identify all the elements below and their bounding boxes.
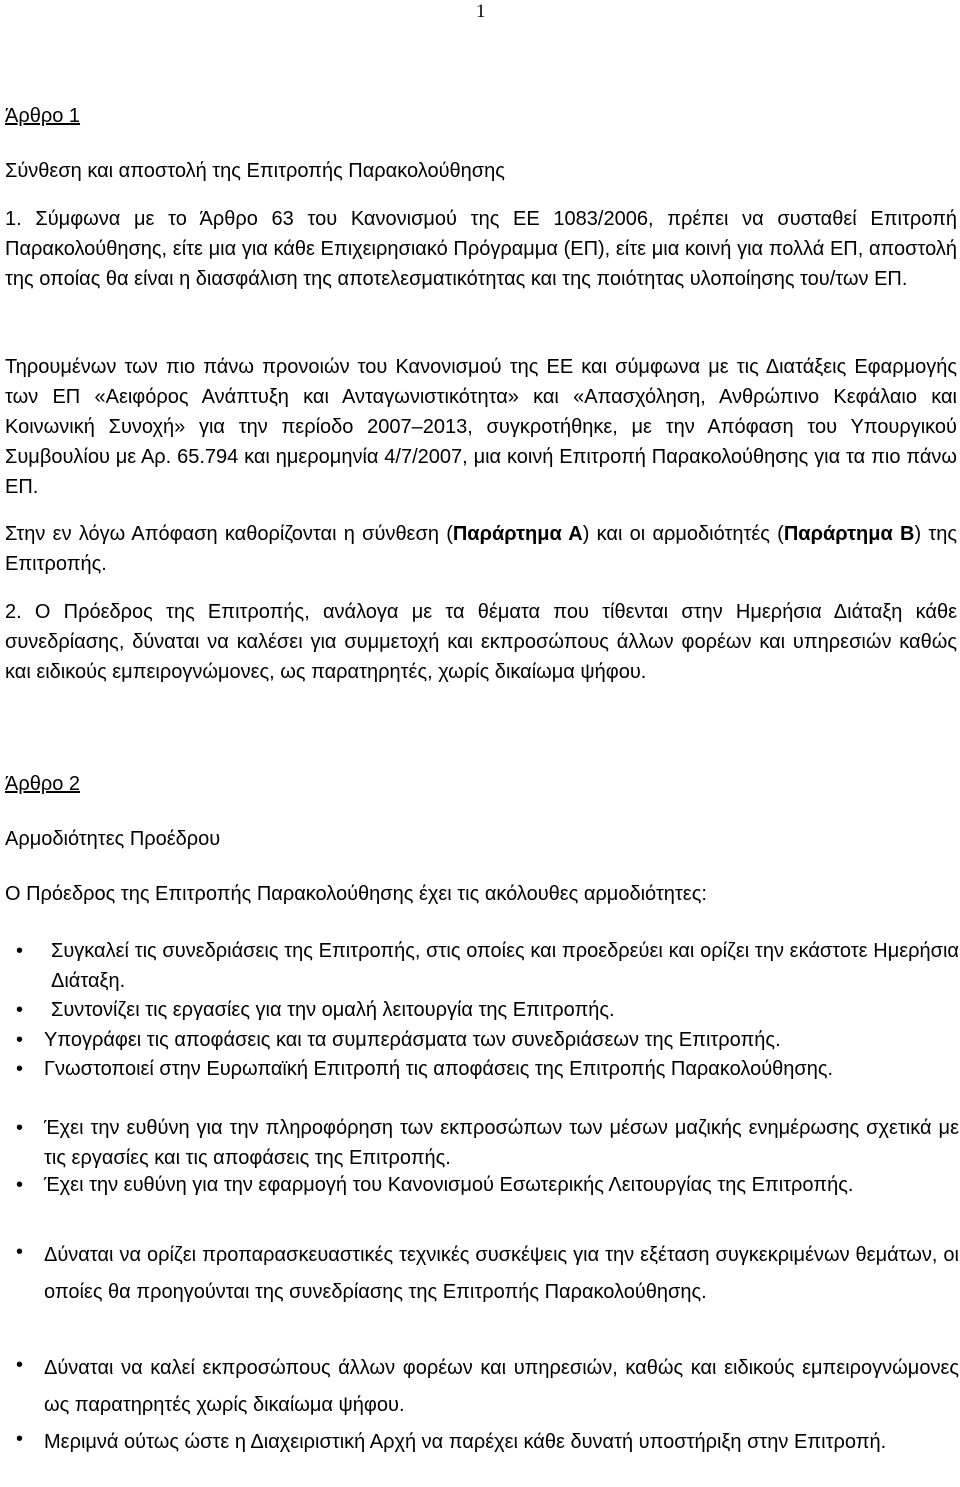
bullet-icon: •	[16, 1241, 24, 1263]
bullet-icon: •	[16, 1354, 24, 1376]
bullet-icon: •	[16, 1174, 24, 1196]
bullet-icon: •	[16, 1117, 24, 1139]
bullet-icon: •	[16, 940, 24, 962]
article-1-paragraph-3	[5, 519, 957, 579]
bullet-icon: •	[16, 999, 24, 1021]
bullet-icon: •	[16, 1058, 24, 1080]
list-item-text: Συγκαλεί τις συνεδριάσεις της Επιτροπής, στις οποίες και προεδρεύει και ορίζει την εκάστοτε Ημερήσια Διάταξη.	[51, 940, 959, 992]
para3-text-3: ) της Επιτροπής.	[5, 523, 958, 575]
annex-a-ref: Παράρτημα Α	[452, 523, 583, 545]
article-1-paragraph-1: 1. Σύμφωνα με το Άρθρο 63 του Κανονισμού της ΕΕ 1083/2006, πρέπει να συσταθεί Επιτροπή Παρακολούθησης, είτε μια για κάθε Επιχειρησιακό Πρόγραμμα (ΕΠ), είτε μια κοινή για πολλά ΕΠ, αποστολή της οποίας θα είναι η διασφάλιση της αποτελεσματικότητας και της ποιότητας υλοποίησης του/των ΕΠ.	[5, 208, 957, 290]
list-item-text: Έχει την ευθύνη για την εφαρμογή του Κανονισμού Εσωτερικής Λειτουργίας της Επιτροπής.	[44, 1174, 854, 1196]
article-1-title: Άρθρο 1	[5, 105, 81, 127]
bullet-icon: •	[16, 1428, 24, 1450]
bullet-icon: •	[16, 1029, 24, 1051]
article-2-title: Άρθρο 2	[5, 773, 81, 795]
list-item-text: Δύναται να ορίζει προπαρασκευαστικές τεχνικές συσκέψεις για την εξέταση συγκεκριμένων θεμάτων, οι οποίες θα προηγούνται της συνεδρίασης της Επιτροπής Παρακολούθησης.	[44, 1244, 959, 1303]
article-1-subtitle: Σύνθεση και αποστολή της Επιτροπής Παρακολούθησης	[5, 160, 505, 182]
article-1-paragraph-4: 2. Ο Πρόεδρος της Επιτροπής, ανάλογα με τα θέματα που τίθενται στην Ημερήσια Διάταξη κάθε συνεδρίασης, δύναται να καλέσει για συμμετοχή και εκπροσώπους άλλων φορέων και υπηρεσιών καθώς και ειδικούς εμπειρογνώμονες, ως παρατηρητές, χωρίς δικαίωμα ψήφου.	[5, 601, 957, 683]
list-item-text: Έχει την ευθύνη για την πληροφόρηση των εκπροσώπων των μέσων μαζικής ενημέρωσης σχετικά με τις εργασίες και τις αποφάσεις της Επιτροπής.	[44, 1117, 959, 1169]
article-1-paragraph-2: Τηρουμένων των πιο πάνω προνοιών του Κανονισμού της ΕΕ και σύμφωνα με τις Διατάξεις Εφαρμογής των ΕΠ «Αειφόρος Ανάπτυξη και Ανταγωνιστικότητα» και «Απασχόληση, Ανθρώπινο Κεφάλαιο και Κοινωνική Συνοχή» για την περίοδο 2007–2013, συγκροτήθηκε, με την Απόφαση του Υπουργικού Συμβουλίου με Αρ. 65.794 και ημερομηνία 4/7/2007, μια κοινή Επιτροπή Παρακολούθησης για τα πιο πάνω ΕΠ.	[5, 356, 957, 498]
annex-b-ref: Παράρτημα Β	[783, 523, 915, 545]
list-item-text: Υπογράφει τις αποφάσεις και τα συμπεράσματα των συνεδριάσεων της Επιτροπής.	[44, 1029, 781, 1051]
article-2-subtitle: Αρμοδιότητες Προέδρου	[5, 828, 221, 850]
list-item-text: Μεριμνά ούτως ώστε η Διαχειριστική Αρχή να παρέχει κάθε δυνατή υποστήριξη στην Επιτροπή.	[44, 1431, 887, 1453]
list-item-text: Δύναται να καλεί εκπροσώπους άλλων φορέων και υπηρεσιών, καθώς και ειδικούς εμπειρογνώμονες ως παρατηρητές χωρίς δικαίωμα ψήφου.	[44, 1357, 959, 1416]
article-2-intro: Ο Πρόεδρος της Επιτροπής Παρακολούθησης έχει τις ακόλουθες αρμοδιότητες:	[5, 883, 707, 905]
list-item-text: Γνωστοποιεί στην Ευρωπαϊκή Επιτροπή τις αποφάσεις της Επιτροπής Παρακολούθησης.	[44, 1058, 834, 1080]
list-item-text: Συντονίζει τις εργασίες για την ομαλή λειτουργία της Επιτροπής.	[51, 999, 615, 1021]
page-number: 1	[476, 1, 486, 22]
para3-text-1: Στην εν λόγω Απόφαση καθορίζονται η σύνθεση (	[5, 523, 453, 545]
para3-text-2: ) και οι αρμοδιότητές (	[582, 523, 784, 545]
